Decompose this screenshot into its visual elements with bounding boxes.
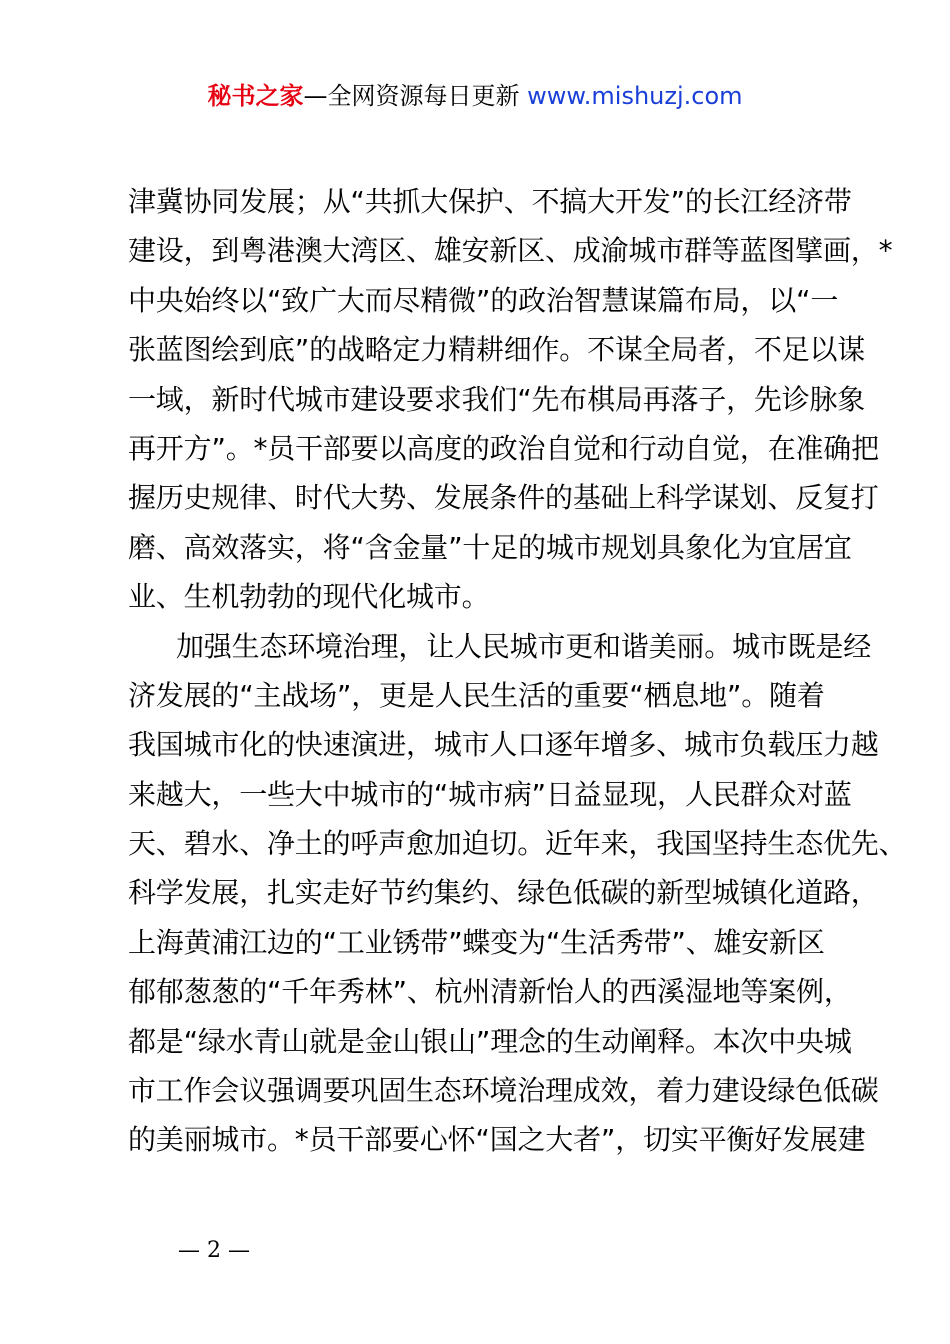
site-header: [0, 78, 950, 114]
text-line: 一域，新时代城市建设要求我们“先布棋局再落子，先诊脉象: [128, 382, 866, 416]
site-url-link[interactable]: www.mishuzj.com: [527, 82, 743, 110]
text-line: 都是“绿水青山就是金山银山”理念的生动阐释。本次中央城: [128, 1024, 852, 1058]
text-line: 津冀协同发展；从“共抓大保护、不搞大开发”的长江经济带: [128, 185, 852, 218]
document-body: [128, 177, 907, 1165]
text-line: 来越大，一些大中城市的“城市病”日益显现，人民群众对蓝: [128, 777, 852, 811]
paragraph-start-line: 加强生态环境治理，让人民城市更和谐美丽。城市既是经: [176, 629, 872, 663]
text-line: 我国城市化的快速演进，城市人口逐年增多、城市负载压力越: [128, 728, 879, 762]
text-line: 握历史规律、时代大势、发展条件的基础上科学谋划、反复打: [128, 481, 879, 515]
site-brand: 秘书之家: [207, 82, 304, 110]
page-number: — 2 —: [178, 1238, 250, 1263]
text-line: 中央始终以“致广大而尽精微”的政治智慧谋篇布局，以“一: [128, 283, 839, 317]
text-line: 济发展的“主战场”，更是人民生活的重要“栖息地”。随着: [128, 678, 825, 712]
text-line: 天、碧水、净土的呼声愈加迫切。近年来，我国坚持生态优先、: [128, 827, 907, 861]
text-line: 上海黄浦江边的“工业锈带”蝶变为“生活秀带”、雄安新区: [128, 925, 825, 959]
text-line: 科学发展，扎实走好节约集约、绿色低碳的新型城镇化道路，: [128, 876, 879, 910]
text-line: 张蓝图绘到底”的战略定力精耕细作。不谋全局者，不足以谋: [128, 333, 866, 367]
site-slogan: —全网资源每日更新: [303, 82, 528, 110]
text-line: 的美丽城市。*员干部要心怀“国之大者”，切实平衡好发展建: [128, 1123, 866, 1157]
text-line: 郁郁葱葱的“千年秀林”、杭州清新怡人的西溪湿地等案例，: [128, 975, 852, 1009]
text-line: 业、生机勃勃的现代化城市。: [128, 580, 490, 614]
text-line: 建设，到粤港澳大湾区、雄安新区、成渝城市群等蓝图擘画，*: [128, 234, 893, 268]
text-line: 市工作会议强调要巩固生态环境治理成效，着力建设绿色低碳: [128, 1074, 879, 1108]
text-line: 再开方”。*员干部要以高度的政治自觉和行动自觉，在准确把: [128, 431, 879, 465]
text-line: 磨、高效落实，将“含金量”十足的城市规划具象化为宜居宜: [128, 530, 852, 564]
